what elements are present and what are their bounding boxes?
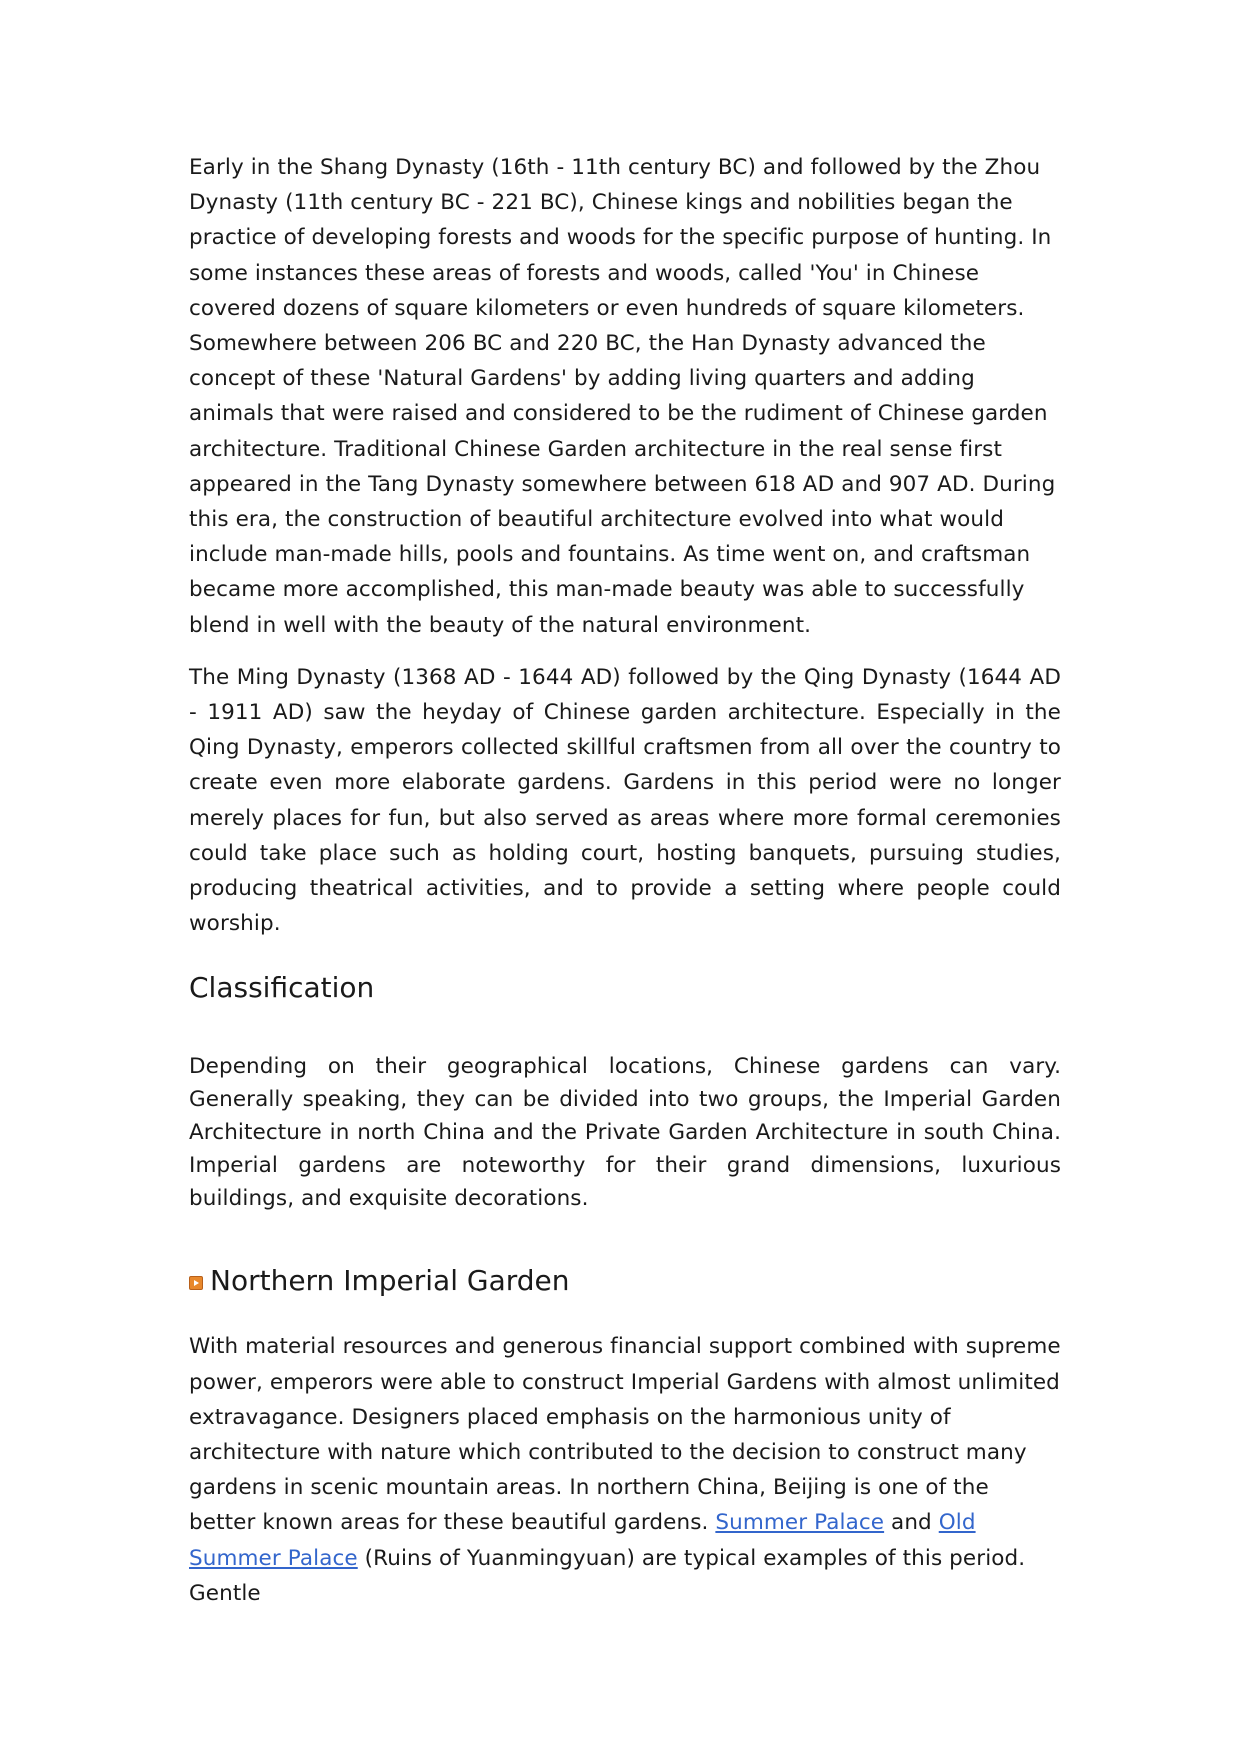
northern-text-part1: With material resources and generous financial support combined with supreme power, emperors were able to construct Imperial Gardens with almost unlimited extravagance. Designers placed emphasis on the harmonious unity of architecture with nature which contributed to the decision to construct many gardens in scenic mountain areas. In northern China, Beijing is one of the better known areas for these beautiful gardens. [189, 1334, 1061, 1536]
classification-heading: Classification [189, 971, 375, 1005]
document-page [189, 150, 1061, 1611]
northern-paragraph [189, 1329, 1061, 1611]
intro-paragraph: Early in the Shang Dynasty (16th - 11th century BC) and followed by the Zhou Dynasty (11th century BC - 221 BC), Chinese kings and nobilities began the practice of developing forests and woods for the specific purpose of hunting. In some instances these areas of forests and woods, called 'You' in Chinese covered dozens of square kilometers or even hundreds of square kilometers. Somewhere between 206 BC and 220 BC, the Han Dynasty advanced the concept of these 'Natural Gardens' by adding living quarters and adding animals that were raised and considered to be the rudiment of Chinese garden architecture. Traditional Chinese Garden architecture in the real sense first appeared in the Tang Dynasty somewhere between 618 AD and 907 AD. During this era, the construction of beautiful architecture evolved into what would include man-made hills, pools and fountains. As time went on, and craftsman became more accomplished, this man-made beauty was able to successfully blend in well with the beauty of the natural environment. [189, 155, 1056, 638]
summer-palace-link[interactable]: Summer Palace [715, 1510, 885, 1536]
northern-imperial-garden-heading [189, 1261, 1061, 1301]
northern-heading-text: Northern Imperial Garden [210, 1264, 570, 1298]
classification-paragraph: Depending on their geographical locations, Chinese gardens can vary. Generally speaking, they can be divided into two groups, the Imperial Garden Architecture in north China and the Private Garden Architecture in south China. Imperial gardens are noteworthy for their grand dimensions, luxurious buildings, and exquisite decorations. [189, 1054, 1061, 1212]
ming-qing-paragraph: The Ming Dynasty (1368 AD - 1644 AD) followed by the Qing Dynasty (1644 AD - 1911 AD) saw the heyday of Chinese garden architecture. Especially in the Qing Dynasty, emperors collected skillful craftsmen from all over the country to create even more elaborate gardens. Gardens in this period were no longer merely places for fun, but also served as areas where more formal ceremonies could take place such as holding court, hosting banquets, pursuing studies, producing theatrical activities, and to provide a setting where people could worship. [189, 664, 1061, 937]
old-summer-palace-link[interactable]: Old Summer Palace [189, 1510, 976, 1571]
orange-arrow-icon [189, 1276, 203, 1290]
northern-text-part2: (Ruins of Yuanmingyuan) are typical examples of this period. Gentle [189, 1545, 1026, 1606]
northern-text-and: and [884, 1510, 939, 1536]
